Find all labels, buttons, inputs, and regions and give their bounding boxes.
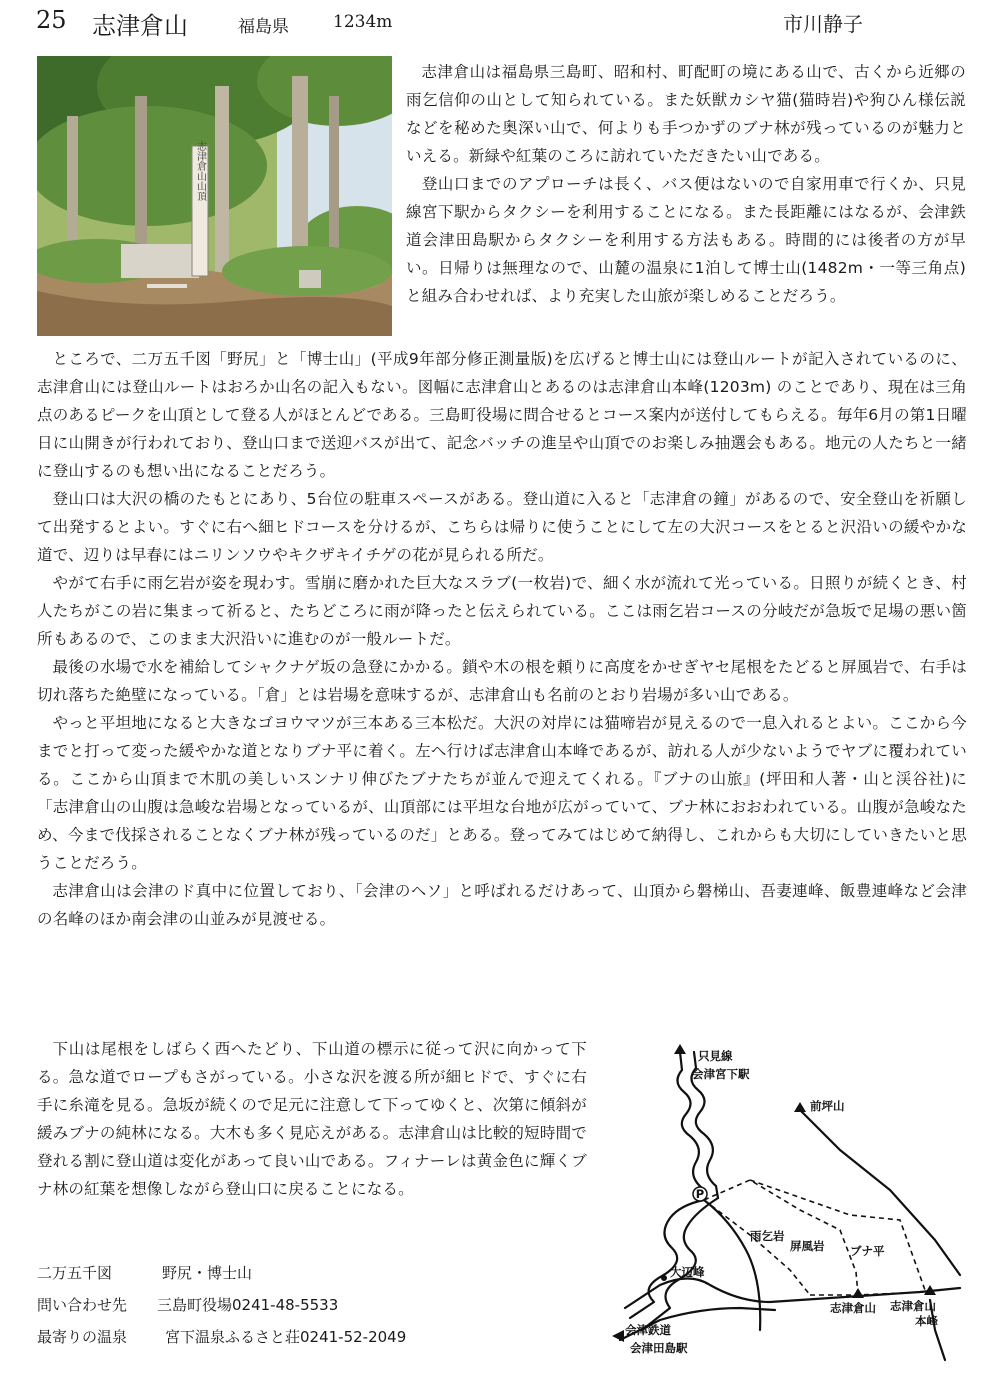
map-label-byobu: 屏風岩 <box>790 1239 825 1253</box>
info-value: 宮下温泉ふるさと荘0241-52-2049 <box>165 1328 407 1346</box>
arrow-up-icon <box>674 1044 686 1054</box>
paragraph-map-info: ところで、二万五千図「野尻」と「博士山」(平成9年部分修正測量版)を広げると博士山には登山ルートが記入されているのに、志津倉山には登山ルートはおろか山名の記入もない。図幅に志津倉山とあるのは志津倉山本峰(1203m) のことであり、現在は三角点のあるピークを山頂として登る人がほとんどである。三島町役場に問合せるとコース案内が送付してもらえる。毎年6月の第1日曜日に山開きが行われており、登山口まで送迎バスが出て、記念バッチの進呈や山頂でのお楽しみ抽選会もある。地元の人たちと一緒に登山するのも想い出になることだろう。 <box>37 350 967 480</box>
info-label: 最寄りの温泉 <box>37 1328 128 1346</box>
map-label-bunataira: ブナ平 <box>850 1244 885 1258</box>
paragraph-intro: 志津倉山は福島県三島町、昭和村、町配町の境にある山で、古くから近郷の雨乞信仰の山として知られている。また妖獣カシヤ猫(猫時岩)や狗ひん様伝説などを秘めた奥深い山で、何よりも手つかずのブナ林が残っているのが魅力といえる。新緑や紅葉のころに訪れていただきたい山である。 登山口までのアプローチは長く、バス便はないので自家用車で行くか、只見線宮下駅からタクシーを利用することになる。また長距離にはなるが、会津鉄道会津田島駅からタクシーを利用する方法もある。時間的には後者の方が早い。日帰りは無理なので、山麓の温泉に1泊して博士山(1482m・一等三角点)と組み合わせれば、より充実した山旅が楽しめることだろう。 <box>406 63 966 305</box>
info-row-contact <box>37 1294 557 1326</box>
route-map <box>600 1040 970 1370</box>
info-value: 野尻・博士山 <box>162 1264 253 1282</box>
parking-label: P <box>695 1187 705 1201</box>
paragraph-trailhead: 登山口は大沢の橋のたもとにあり、5台位の駐車スペースがある。登山道に入ると「志津倉の鐘」があるので、安全登山を祈願して出発するとよい。すぐに右へ細ヒドコースを分けるが、こちらは帰りに使うことにして左の大沢コースをとると沢沿いの緩やかな道で、辺りは早春にはニリンソウやキクザキイチゲの花が見られる所だ。 <box>37 490 967 564</box>
map-label-honmine: 志津倉山 <box>890 1299 936 1313</box>
summit-sign-text: 志津倉山山頂 <box>194 141 206 201</box>
map-label-ohenmine: 大辺峰 <box>670 1265 705 1279</box>
map-label-tetsudo: 会津鉄道 <box>625 1323 671 1337</box>
info-row-map <box>37 1262 557 1294</box>
paragraph-block-main <box>37 345 967 933</box>
article-number: 25 <box>36 6 67 34</box>
paragraph-descent: 下山は尾根をしばらく西へたどり、下山道の標示に従って沢に向かって下る。急な道でロープもさがっている。小さな沢を渡る所が細ヒドで、すぐに右手に糸滝を見る。急坂が続くので足元に注意して下ってゆくと、次第に傾斜が緩みブナの純林になる。大木も多く見応えがある。志津倉山は比較的短時間で登れる割に登山道は変化があって良い山である。フィナーレは黄金色に輝くブナ林の紅葉を想像しながら登山口に戻ることになる。 <box>37 1040 587 1198</box>
map-label-miyashita: 会津宮下駅 <box>692 1067 750 1081</box>
peak-marker <box>794 1102 806 1112</box>
station-marker <box>661 1275 667 1281</box>
prefecture: 福島県 <box>238 17 289 37</box>
map-label-maetsubo: 前坪山 <box>810 1099 845 1113</box>
map-label-shizukura: 志津倉山 <box>830 1301 876 1315</box>
info-label: 二万五千図 <box>37 1264 113 1282</box>
map-label-tajima: 会津田島駅 <box>630 1341 688 1355</box>
info-block <box>37 1262 557 1358</box>
mountain-title: 志津倉山 <box>92 12 188 40</box>
paragraph-waterpoint: 最後の水場で水を補給してシャクナゲ坂の急登にかかる。鎖や木の根を頼りに高度をかせぎヤセ尾根をたどると屏風岩で、右手は切れ落ちた絶壁になっている。「倉」とは岩場を意味するが、志津倉山も名前のとおり岩場が多い山である。 <box>37 658 967 704</box>
arrow-left-icon <box>612 1330 624 1342</box>
info-label: 問い合わせ先 <box>37 1296 128 1314</box>
peak-marker <box>852 1288 864 1298</box>
info-row-onsen <box>37 1326 557 1358</box>
page-header <box>36 4 980 40</box>
elevation: 1234m <box>333 12 393 32</box>
map-label-tadami: 只見線 <box>698 1049 733 1063</box>
author-name: 市川静子 <box>783 12 863 36</box>
paragraph-amagoi-rock: やがて右手に雨乞岩が姿を現わす。雪崩に磨かれた巨大なスラブ(一枚岩)で、細く水が流れて光っている。日照りが続くとき、村人たちがこの岩に集まって祈ると、たちどころに雨が降ったと伝えられている。ここは雨乞岩コースの分岐だが急坂で足場の悪い箇所もあるので、このまま大沢沿いに進むのが一般ルートだ。 <box>37 574 967 648</box>
info-value: 三島町役場0241-48-5533 <box>157 1296 339 1314</box>
paragraph-summit-view: 志津倉山は会津のド真中に位置しており、「会津のヘソ」と呼ばれるだけあって、山頂から磐梯山、吾妻連峰、飯豊連峰など会津の名峰のほか南会津の山並みが見渡せる。 <box>37 882 967 928</box>
paragraph-buna-plateau: やっと平坦地になると大きなゴヨウマツが三本ある三本松だ。大沢の対岸には猫啼岩が見えるので一息入れるとよい。ここから今までと打って変った緩やかな道となりブナ平に着く。左へ行けば志津倉山本峰であるが、訪れる人が少ないようでヤブに覆われている。ここから山頂まで木肌の美しいスンナリ伸びたブナたちが並んで迎えてくれる。『ブナの山旅』(坪田和人著・山と渓谷社)に「志津倉山の山腹は急峻な岩場となっているが、山頂部には平坦な台地が広がっていて、ブナ林におおわれている。山腹が急峻なため、今まで伐採されることなくブナ林が残っているのだ」とある。登ってみてはじめて納得し、これからも大切にしていきたいと思うことだろう。 <box>37 714 967 872</box>
map-label-amagoi: 雨乞岩 <box>750 1229 785 1243</box>
map-label-honmine-sub: 本峰 <box>915 1314 938 1328</box>
summit-photo <box>37 56 392 336</box>
